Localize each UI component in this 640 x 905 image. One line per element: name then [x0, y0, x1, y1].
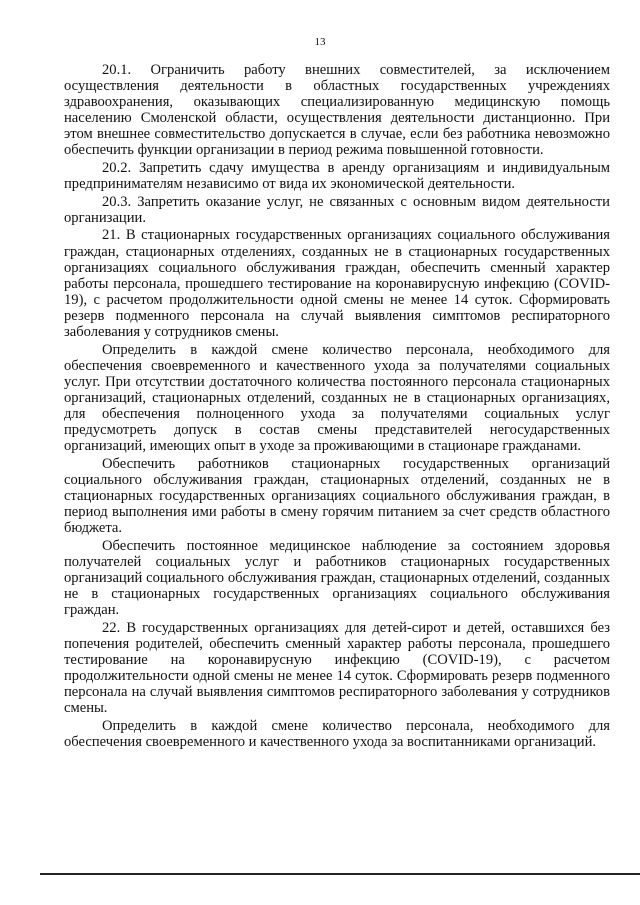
paragraph-21-meals: Обеспечить работников стационарных государственных организаций социального обслуживания граждан, стационарных отделений, созданных не в стационарных государственных организациях социального обслуживания граждан, в период выполнения ими работы в смену горячим питанием за счет средств областного бюджета.	[64, 455, 610, 537]
paragraph-21-staffing: Определить в каждой смене количество персонала, необходимого для обеспечения своевременного и качественного ухода за получателями социальных услуг. При отсутствии достаточного количества постоянного персонала стационарных организаций, стационарных отделений, созданных не в стационарных организациях, для обеспечения полноценного ухода за получателями социальных услуг предусмотреть допуск в состав смены представителей негосударственных организаций, имеющих опыт в уходе за проживающими в стационаре гражданами.	[64, 341, 610, 455]
paragraph-21-medical: Обеспечить постоянное медицинское наблюдение за состоянием здоровья получателей социальных услуг и работников стационарных государственных организаций социального обслуживания граждан, стационарных отделений, созданных не в стационарных государственных организациях социального обслуживания граждан.	[64, 537, 610, 619]
document-body	[64, 62, 610, 751]
footer-divider	[40, 873, 640, 875]
paragraph-20-2: 20.2. Запретить сдачу имущества в аренду организациям и индивидуальным предпринимателям независимо от вида их экономической деятельности.	[64, 160, 610, 193]
page-number: 13	[314, 36, 326, 48]
paragraph-20-1: 20.1. Ограничить работу внешних совместителей, за исключением осуществления деятельности в областных государственных учреждениях здравоохранения, оказывающих специализированную медицинскую помощь населению Смоленской области, осуществления деятельности дистанционно. При этом внешнее совместительство допускается в случае, если без работника невозможно обеспечить функции организации в период режима повышенной готовности.	[64, 62, 610, 159]
paragraph-22-staffing: Определить в каждой смене количество персонала, необходимого для обеспечения своевременного и качественного ухода за воспитанниками организаций.	[64, 717, 610, 750]
paragraph-21: 21. В стационарных государственных организациях социального обслуживания граждан, стационарных отделениях, созданных не в стационарных государственных организациях социального обслуживания граждан, обеспечить сменный характер работы персонала, прошедшего тестирование на коронавирусную инфекцию (COVID-19), с расчетом продолжительности одной смены не менее 14 суток. Сформировать резерв подменного персонала на случай выявления симптомов респираторного заболевания у сотрудников смены.	[64, 227, 610, 340]
paragraph-20-3: 20.3. Запретить оказание услуг, не связанных с основным видом деятельности организации.	[64, 193, 610, 226]
paragraph-22: 22. В государственных организациях для детей-сирот и детей, оставшихся без попечения родителей, обеспечить сменный характер работы персонала, прошедшего тестирование на коронавирусную инфекцию (COVID-19), с расчетом продолжительности одной смены не менее 14 суток. Сформировать резерв подменного персонала на случай выявления симптомов респираторного заболевания у сотрудников смены.	[64, 619, 610, 717]
